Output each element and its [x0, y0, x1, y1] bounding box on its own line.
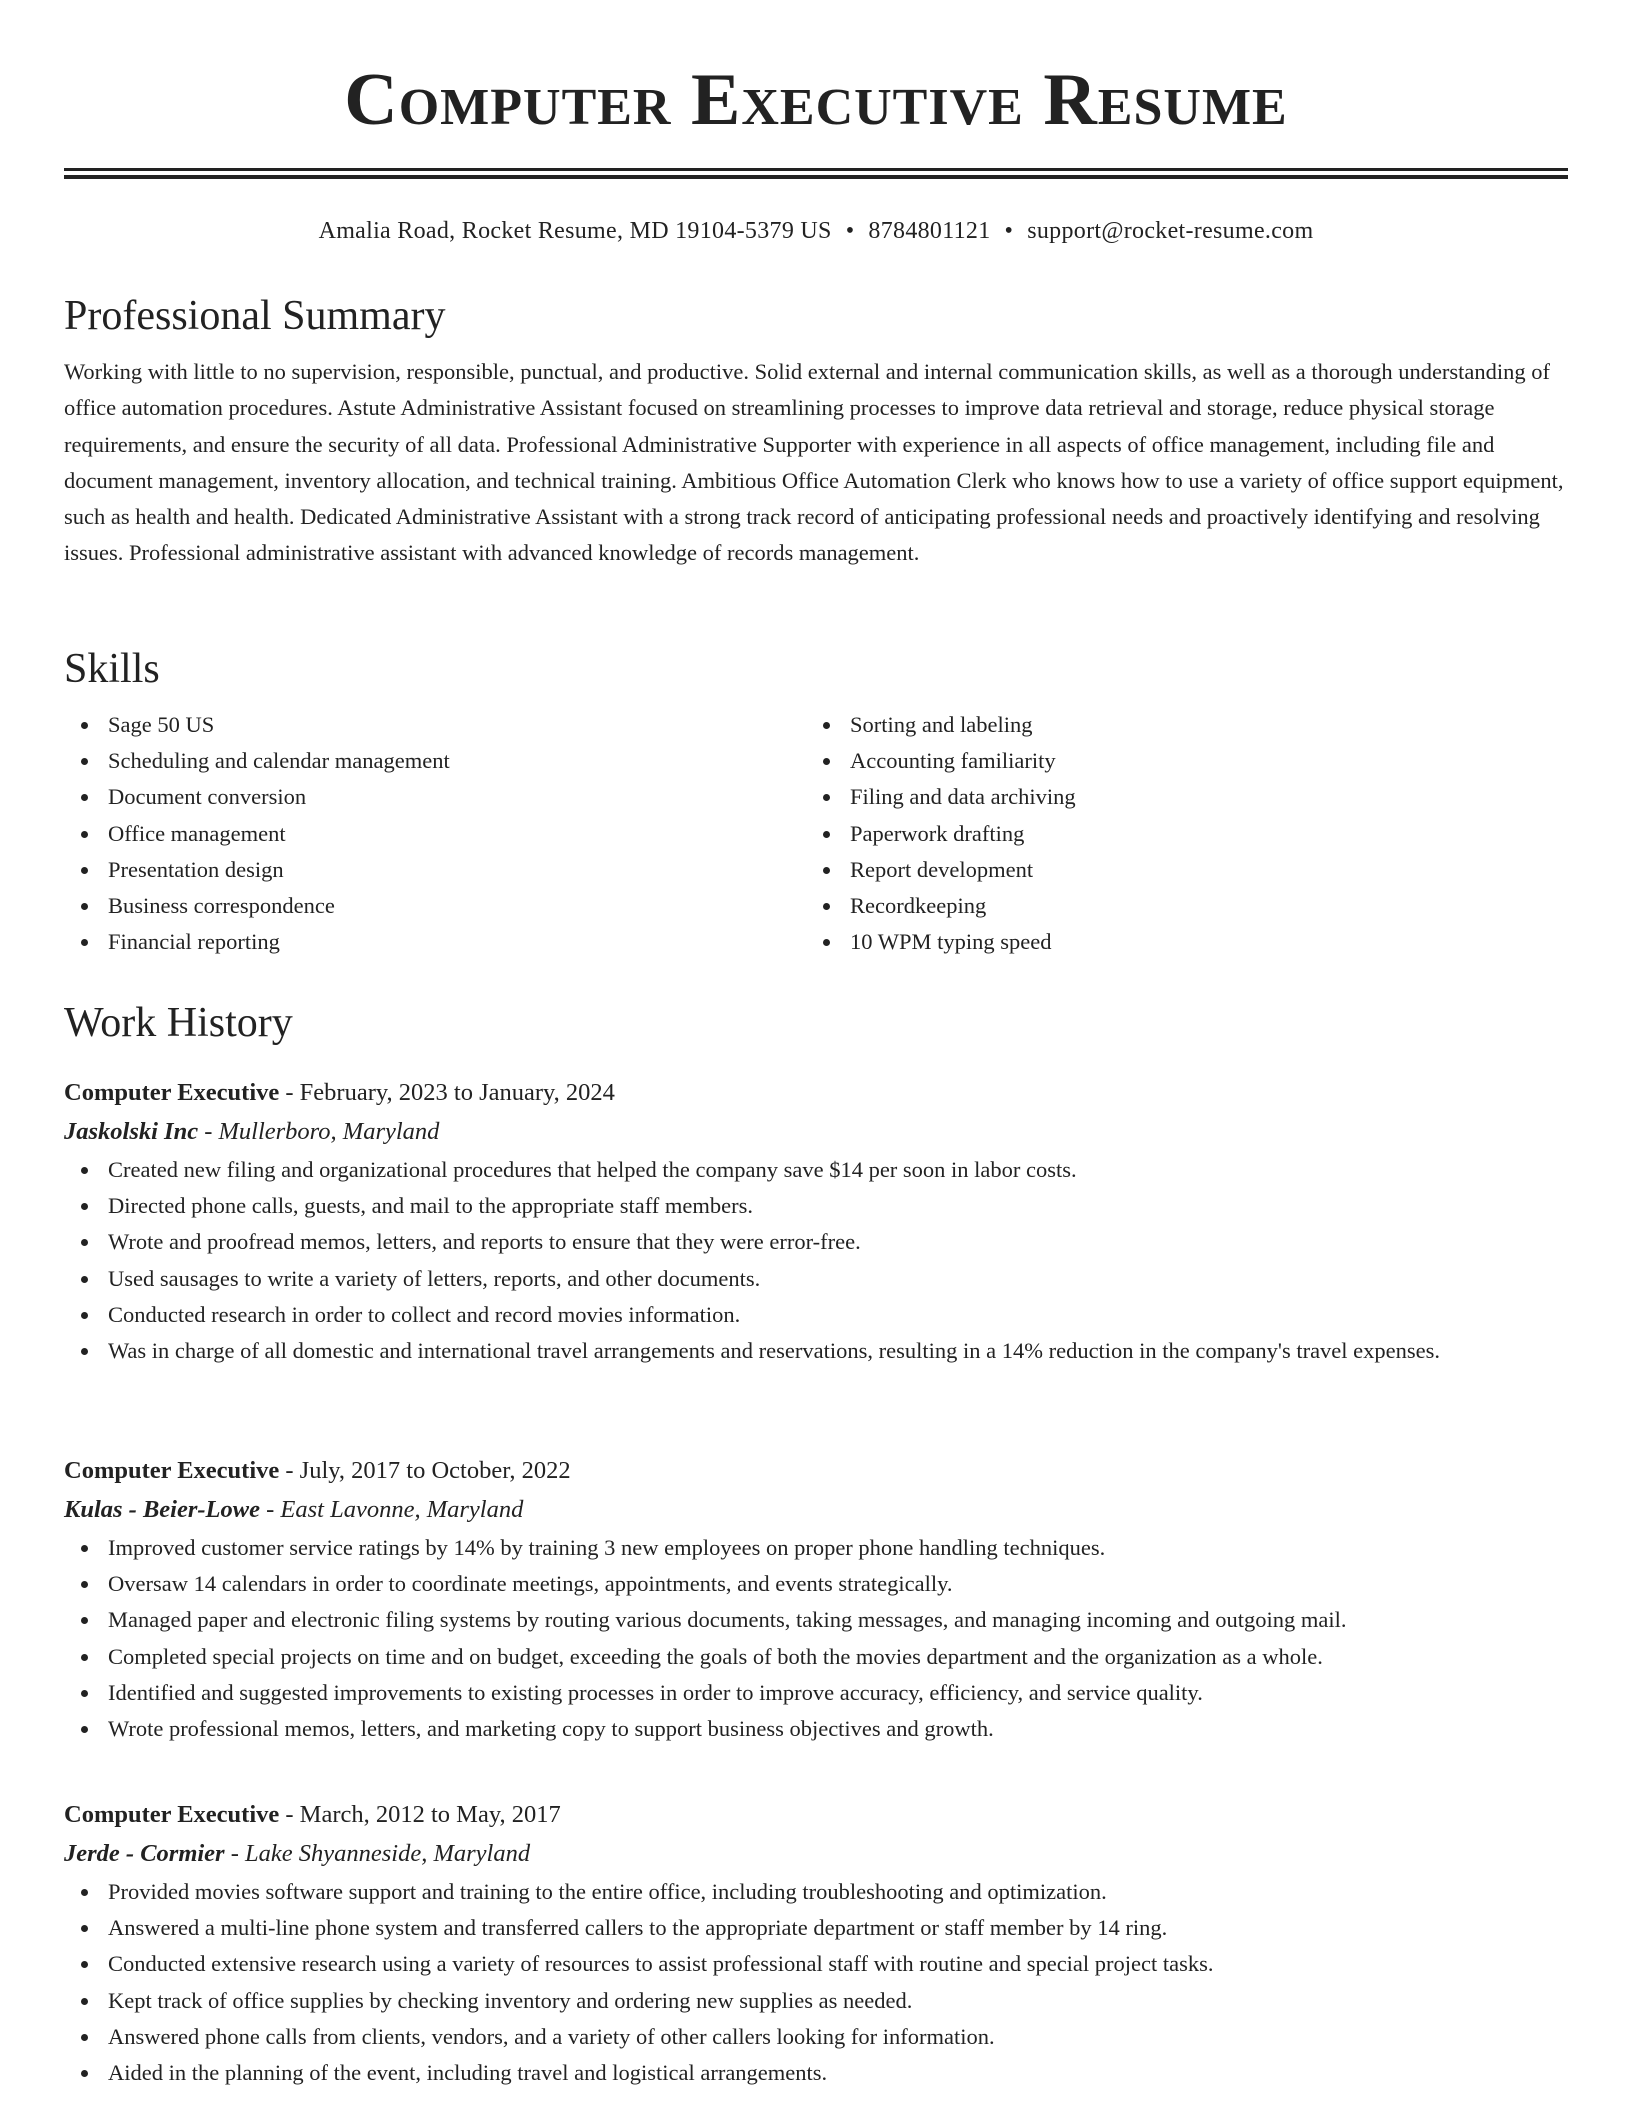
title-rule-thin: [64, 168, 1568, 171]
work-history-section: [64, 997, 1568, 1049]
job-entry: [64, 1074, 1568, 1369]
job-bullet: Created new filing and organizational procedures that helped the company save $14 per soon in labor costs.: [64, 1152, 1568, 1188]
job-bullet: Was in charge of all domestic and international travel arrangements and reservations, resulting in a 14% reduction in the company's travel expenses.: [64, 1333, 1568, 1369]
contact-phone: 8784801121: [868, 218, 991, 244]
job-location: - East Lavonne, Maryland: [260, 1496, 524, 1523]
summary-heading: Professional Summary: [64, 293, 446, 339]
job-bullets: [64, 1530, 1568, 1747]
contact-separator: •: [845, 218, 855, 244]
job-bullet: Directed phone calls, guests, and mail to the appropriate staff members.: [64, 1188, 1568, 1224]
skills-section: [64, 643, 1568, 967]
skill-item: Accounting familiarity: [806, 743, 1546, 779]
job-title: Computer Executive: [64, 1801, 280, 1828]
job-bullet: Completed special projects on time and on budget, exceeding the goals of both the movies department and the organization as a whole.: [64, 1639, 1568, 1675]
skill-item: Scheduling and calendar management: [64, 743, 804, 779]
skill-item: Sorting and labeling: [806, 707, 1546, 743]
job-bullet: Answered phone calls from clients, vendors, and a variety of other callers looking for information.: [64, 2019, 1568, 2055]
job-company-line: [64, 1112, 1568, 1152]
job-bullet: Conducted extensive research using a variety of resources to assist professional staff with routine and special project tasks.: [64, 1946, 1568, 1982]
job-company: Kulas - Beier-Lowe: [64, 1496, 260, 1523]
skill-item: Filing and data archiving: [806, 779, 1546, 815]
job-title-line: [64, 1074, 1568, 1112]
summary-section: [64, 290, 1568, 572]
job-title: Computer Executive: [64, 1457, 280, 1484]
work-history-heading: Work History: [64, 1000, 293, 1046]
job-dates: - March, 2012 to May, 2017: [279, 1801, 561, 1828]
job-entry: [64, 1796, 1568, 2091]
job-title: Computer Executive: [64, 1079, 280, 1106]
skill-item: Recordkeeping: [806, 888, 1546, 924]
job-entry: [64, 1452, 1568, 1747]
skill-item: Financial reporting: [64, 924, 804, 960]
job-company-line: [64, 1834, 1568, 1874]
job-location: - Mullerboro, Maryland: [198, 1118, 440, 1145]
job-location: - Lake Shyanneside, Maryland: [224, 1840, 531, 1867]
job-dates: - July, 2017 to October, 2022: [279, 1457, 571, 1484]
skill-item: Document conversion: [64, 779, 804, 815]
job-bullet: Identified and suggested improvements to existing processes in order to improve accuracy, efficiency, and service quality.: [64, 1675, 1568, 1711]
skill-item: Paperwork drafting: [806, 816, 1546, 852]
job-bullet: Provided movies software support and training to the entire office, including troubleshooting and optimization.: [64, 1874, 1568, 1910]
skills-heading: Skills: [64, 646, 160, 692]
job-bullet: Wrote professional memos, letters, and marketing copy to support business objectives and growth.: [64, 1711, 1568, 1747]
job-title-line: [64, 1452, 1568, 1490]
job-bullet: Answered a multi-line phone system and transferred callers to the appropriate department or staff member by 14 ring.: [64, 1910, 1568, 1946]
contact-separator: •: [1004, 218, 1014, 244]
skill-item: Report development: [806, 852, 1546, 888]
skill-item: Presentation design: [64, 852, 804, 888]
job-company: Jaskolski Inc: [64, 1118, 199, 1145]
skill-item: Business correspondence: [64, 888, 804, 924]
job-bullet: Managed paper and electronic filing systems by routing various documents, taking messages, and managing incoming and outgoing mail.: [64, 1602, 1568, 1638]
job-bullet: Improved customer service ratings by 14% by training 3 new employees on proper phone handling techniques.: [64, 1530, 1568, 1566]
job-bullet: Oversaw 14 calendars in order to coordinate meetings, appointments, and events strategically.: [64, 1566, 1568, 1602]
contact-address: Amalia Road, Rocket Resume, MD 19104-5379 US: [318, 218, 832, 244]
title-rule-thick: [64, 175, 1568, 179]
job-bullets: [64, 1874, 1568, 2091]
job-bullet: Aided in the planning of the event, including travel and logistical arrangements.: [64, 2055, 1568, 2091]
skill-item: 10 WPM typing speed: [806, 924, 1546, 960]
contact-line: [0, 214, 1632, 248]
resume-title: Computer Executive Resume: [344, 59, 1288, 141]
job-title-line: [64, 1796, 1568, 1834]
job-company-line: [64, 1490, 1568, 1530]
job-bullets: [64, 1152, 1568, 1369]
skill-item: Office management: [64, 816, 804, 852]
skills-list-left: [64, 707, 804, 960]
job-bullet: Wrote and proofread memos, letters, and reports to ensure that they were error-free.: [64, 1224, 1568, 1260]
job-bullet: Used sausages to write a variety of letters, reports, and other documents.: [64, 1261, 1568, 1297]
skill-item: Sage 50 US: [64, 707, 804, 743]
summary-text: Working with little to no supervision, responsible, punctual, and productive. Solid external and internal communication skills, as well as a thorough understanding of office automation procedures. Astute Administrative Assistant focused on streamlining processes to improve data retrieval and storage, reduce physical storage requirements, and ensure the security of all data. Professional Administrative Supporter with experience in all aspects of office management, including file and document management, inventory allocation, and technical training. Ambitious Office Automation Clerk who knows how to use a variety of office support equipment, such as health and health. Dedicated Administrative Assistant with a strong track record of anticipating professional needs and proactively identifying and resolving issues. Professional administrative assistant with advanced knowledge of records management.: [64, 359, 1564, 566]
skills-list-right: [806, 707, 1546, 960]
job-company: Jerde - Cormier: [64, 1840, 225, 1867]
job-bullet: Conducted research in order to collect and record movies information.: [64, 1297, 1568, 1333]
job-bullet: Kept track of office supplies by checking inventory and ordering new supplies as needed.: [64, 1983, 1568, 2019]
contact-email: support@rocket-resume.com: [1027, 218, 1314, 244]
job-dates: - February, 2023 to January, 2024: [279, 1079, 615, 1106]
skills-columns: [64, 707, 1568, 967]
